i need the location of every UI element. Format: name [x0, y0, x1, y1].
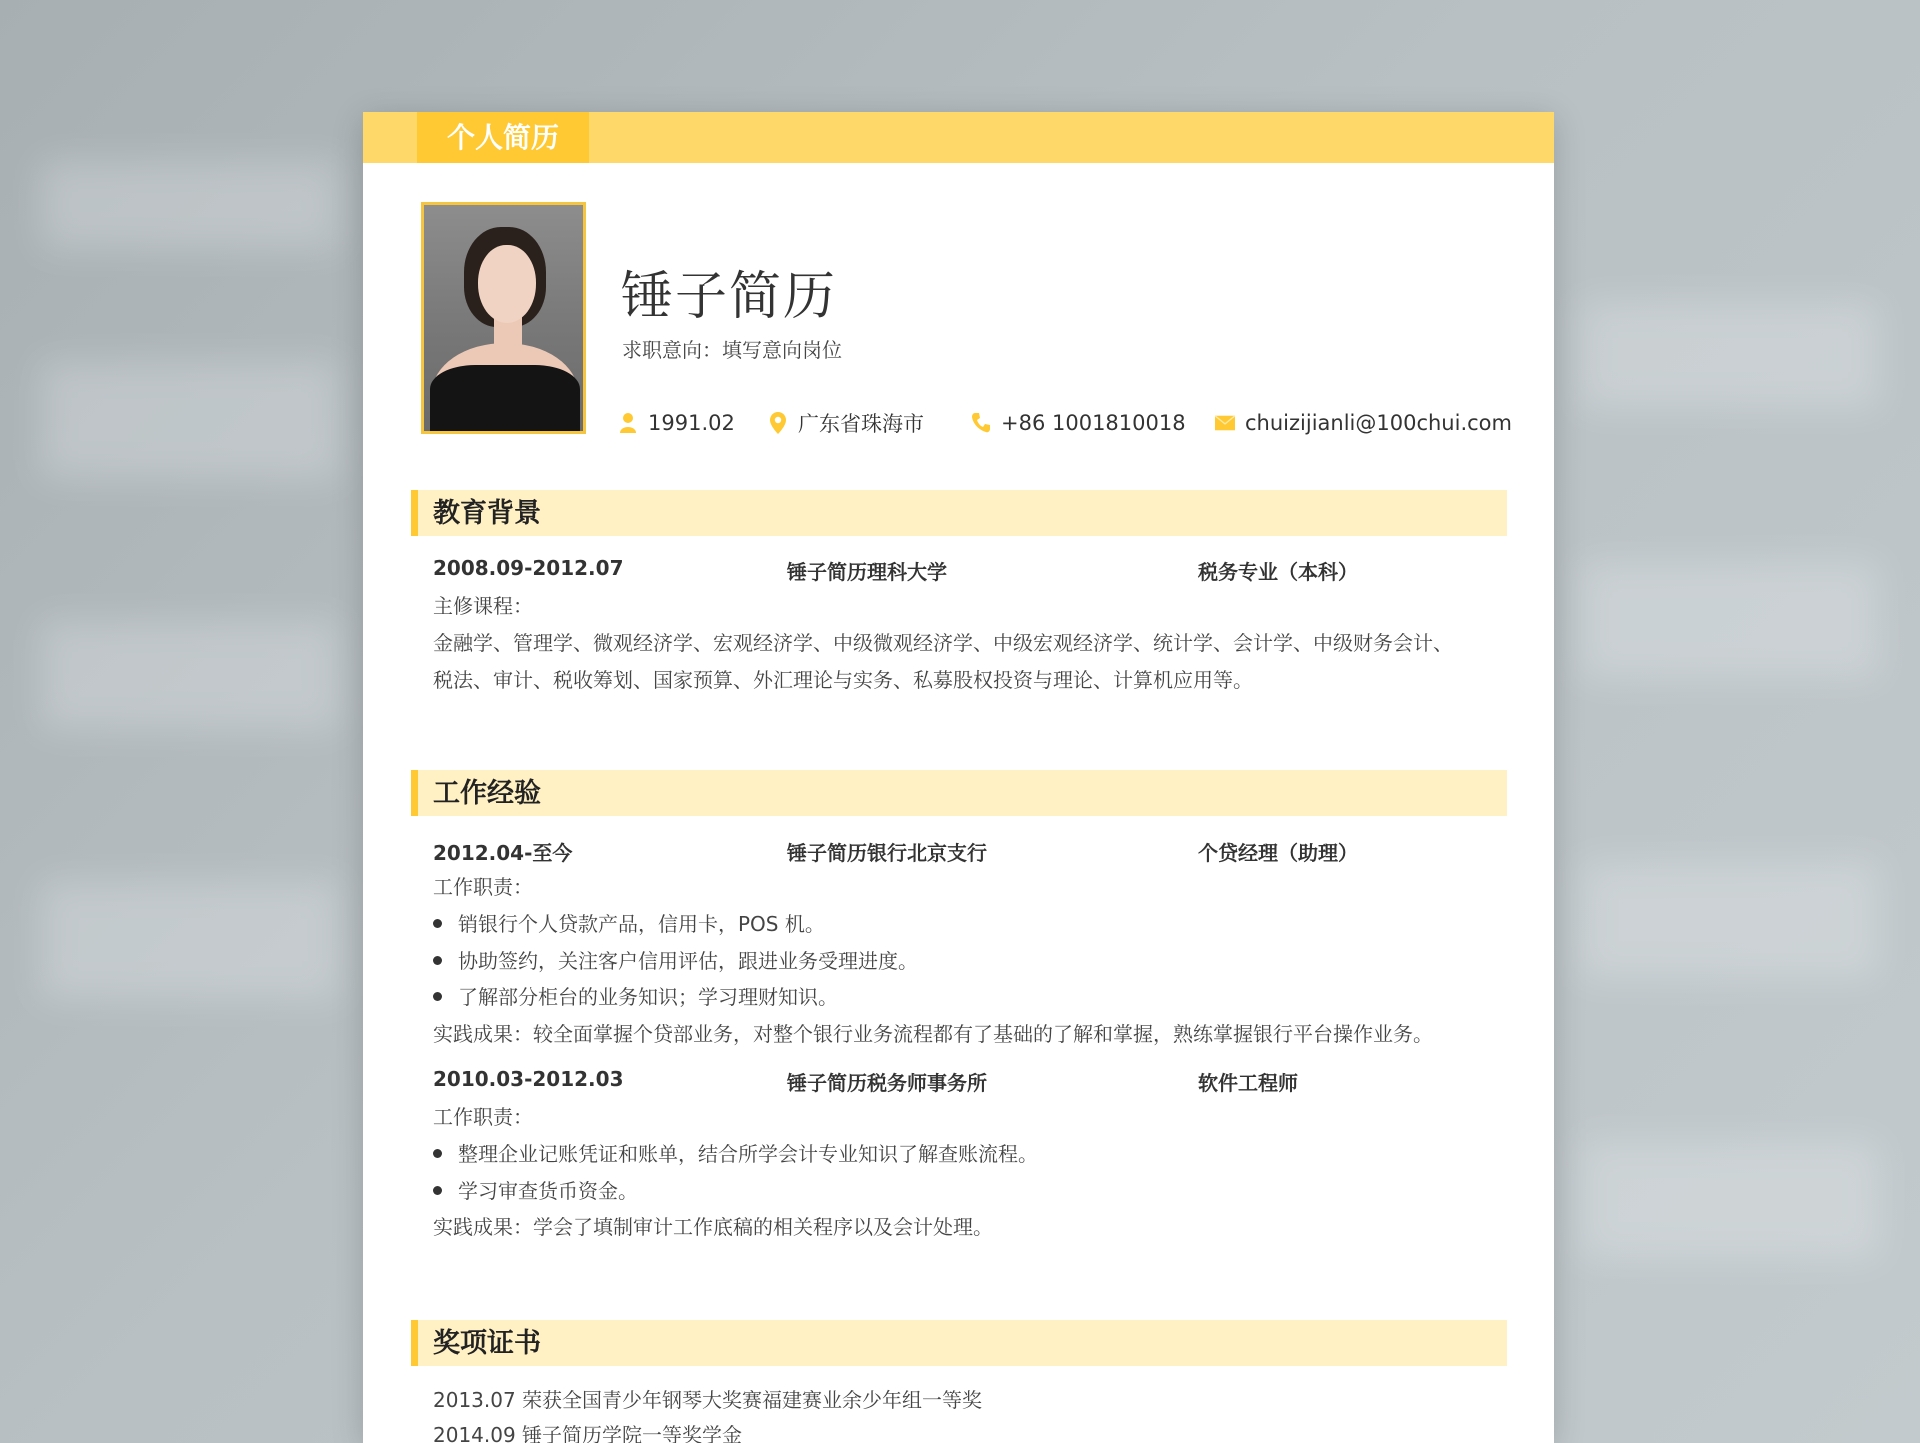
job-entry — [433, 837, 1503, 867]
job-result: 实践成果：较全面掌握个贷部业务，对整个银行业务流程都有了基础的了解和掌握，熟练掌握银行平台操作业务。 — [433, 1022, 1433, 1046]
courses-label: 主修课程： — [433, 594, 533, 618]
education-period: 2008.09-2012.07 — [433, 556, 624, 580]
work-title: 工作经验 — [433, 778, 541, 809]
education-school: 锤子简历理科大学 — [787, 560, 947, 584]
award-item: 2013.07 荣获全国青少年钢琴大奖赛福建赛业余少年组一等奖 — [433, 1388, 983, 1412]
duty-item: 学习审查货币资金。 — [433, 1176, 638, 1206]
awards-title: 奖项证书 — [433, 1328, 541, 1359]
profile-photo — [421, 202, 586, 434]
job-company: 锤子简历税务师事务所 — [787, 1071, 987, 1095]
education-major: 税务专业（本科） — [1198, 560, 1358, 584]
education-title: 教育背景 — [433, 498, 541, 529]
duty-item: 协助签约，关注客户信用评估，跟进业务受理进度。 — [433, 946, 918, 976]
job-period: 2010.03-2012.03 — [433, 1067, 624, 1091]
phone-icon — [971, 412, 991, 434]
education-section-header — [411, 490, 1507, 536]
duty-item: 整理企业记账凭证和账单，结合所学会计专业知识了解查账流程。 — [433, 1139, 1038, 1169]
birth-info — [618, 408, 735, 438]
person-icon — [618, 412, 638, 434]
duty-item: 了解部分柜台的业务知识；学习理财知识。 — [433, 982, 838, 1012]
resume-page — [363, 112, 1554, 1443]
job-company: 锤子简历银行北京支行 — [787, 841, 987, 865]
job-intent: 求职意向：填写意向岗位 — [622, 338, 842, 362]
phone-info — [971, 408, 1186, 438]
duties-label: 工作职责： — [433, 1105, 533, 1129]
birth-date: 1991.02 — [648, 411, 735, 435]
header-bar — [363, 112, 1554, 163]
location-info — [768, 408, 924, 438]
duties-label: 工作职责： — [433, 875, 533, 899]
courses-line: 税法、审计、税收筹划、国家预算、外汇理论与实务、私募股权投资与理论、计算机应用等。 — [433, 668, 1253, 692]
job-result: 实践成果：学会了填制审计工作底稿的相关程序以及会计处理。 — [433, 1215, 993, 1239]
email-text[interactable]: chuizijianli@100chui.com — [1245, 411, 1512, 435]
location-text: 广东省珠海市 — [798, 412, 924, 436]
job-role: 个贷经理（助理） — [1198, 841, 1358, 865]
courses-line: 金融学、管理学、微观经济学、宏观经济学、中级微观经济学、中级宏观经济学、统计学、会计学、中级财务会计、 — [433, 631, 1453, 655]
header-label: 个人简历 — [417, 112, 589, 163]
mail-icon — [1215, 412, 1235, 434]
work-section-header — [411, 770, 1507, 816]
duty-item: 销银行个人贷款产品，信用卡，POS 机。 — [433, 909, 825, 939]
award-item: 2014.09 锤子简历学院一等奖学金 — [433, 1423, 743, 1443]
awards-section-header — [411, 1320, 1507, 1366]
job-role: 软件工程师 — [1198, 1071, 1298, 1095]
phone-text[interactable]: +86 1001810018 — [1001, 411, 1186, 435]
job-period: 2012.04-至今 — [433, 841, 573, 865]
candidate-name: 锤子简历 — [621, 267, 838, 327]
education-entry — [433, 556, 1503, 586]
location-pin-icon — [768, 412, 788, 434]
job-entry — [433, 1067, 1503, 1097]
email-info — [1215, 408, 1512, 438]
